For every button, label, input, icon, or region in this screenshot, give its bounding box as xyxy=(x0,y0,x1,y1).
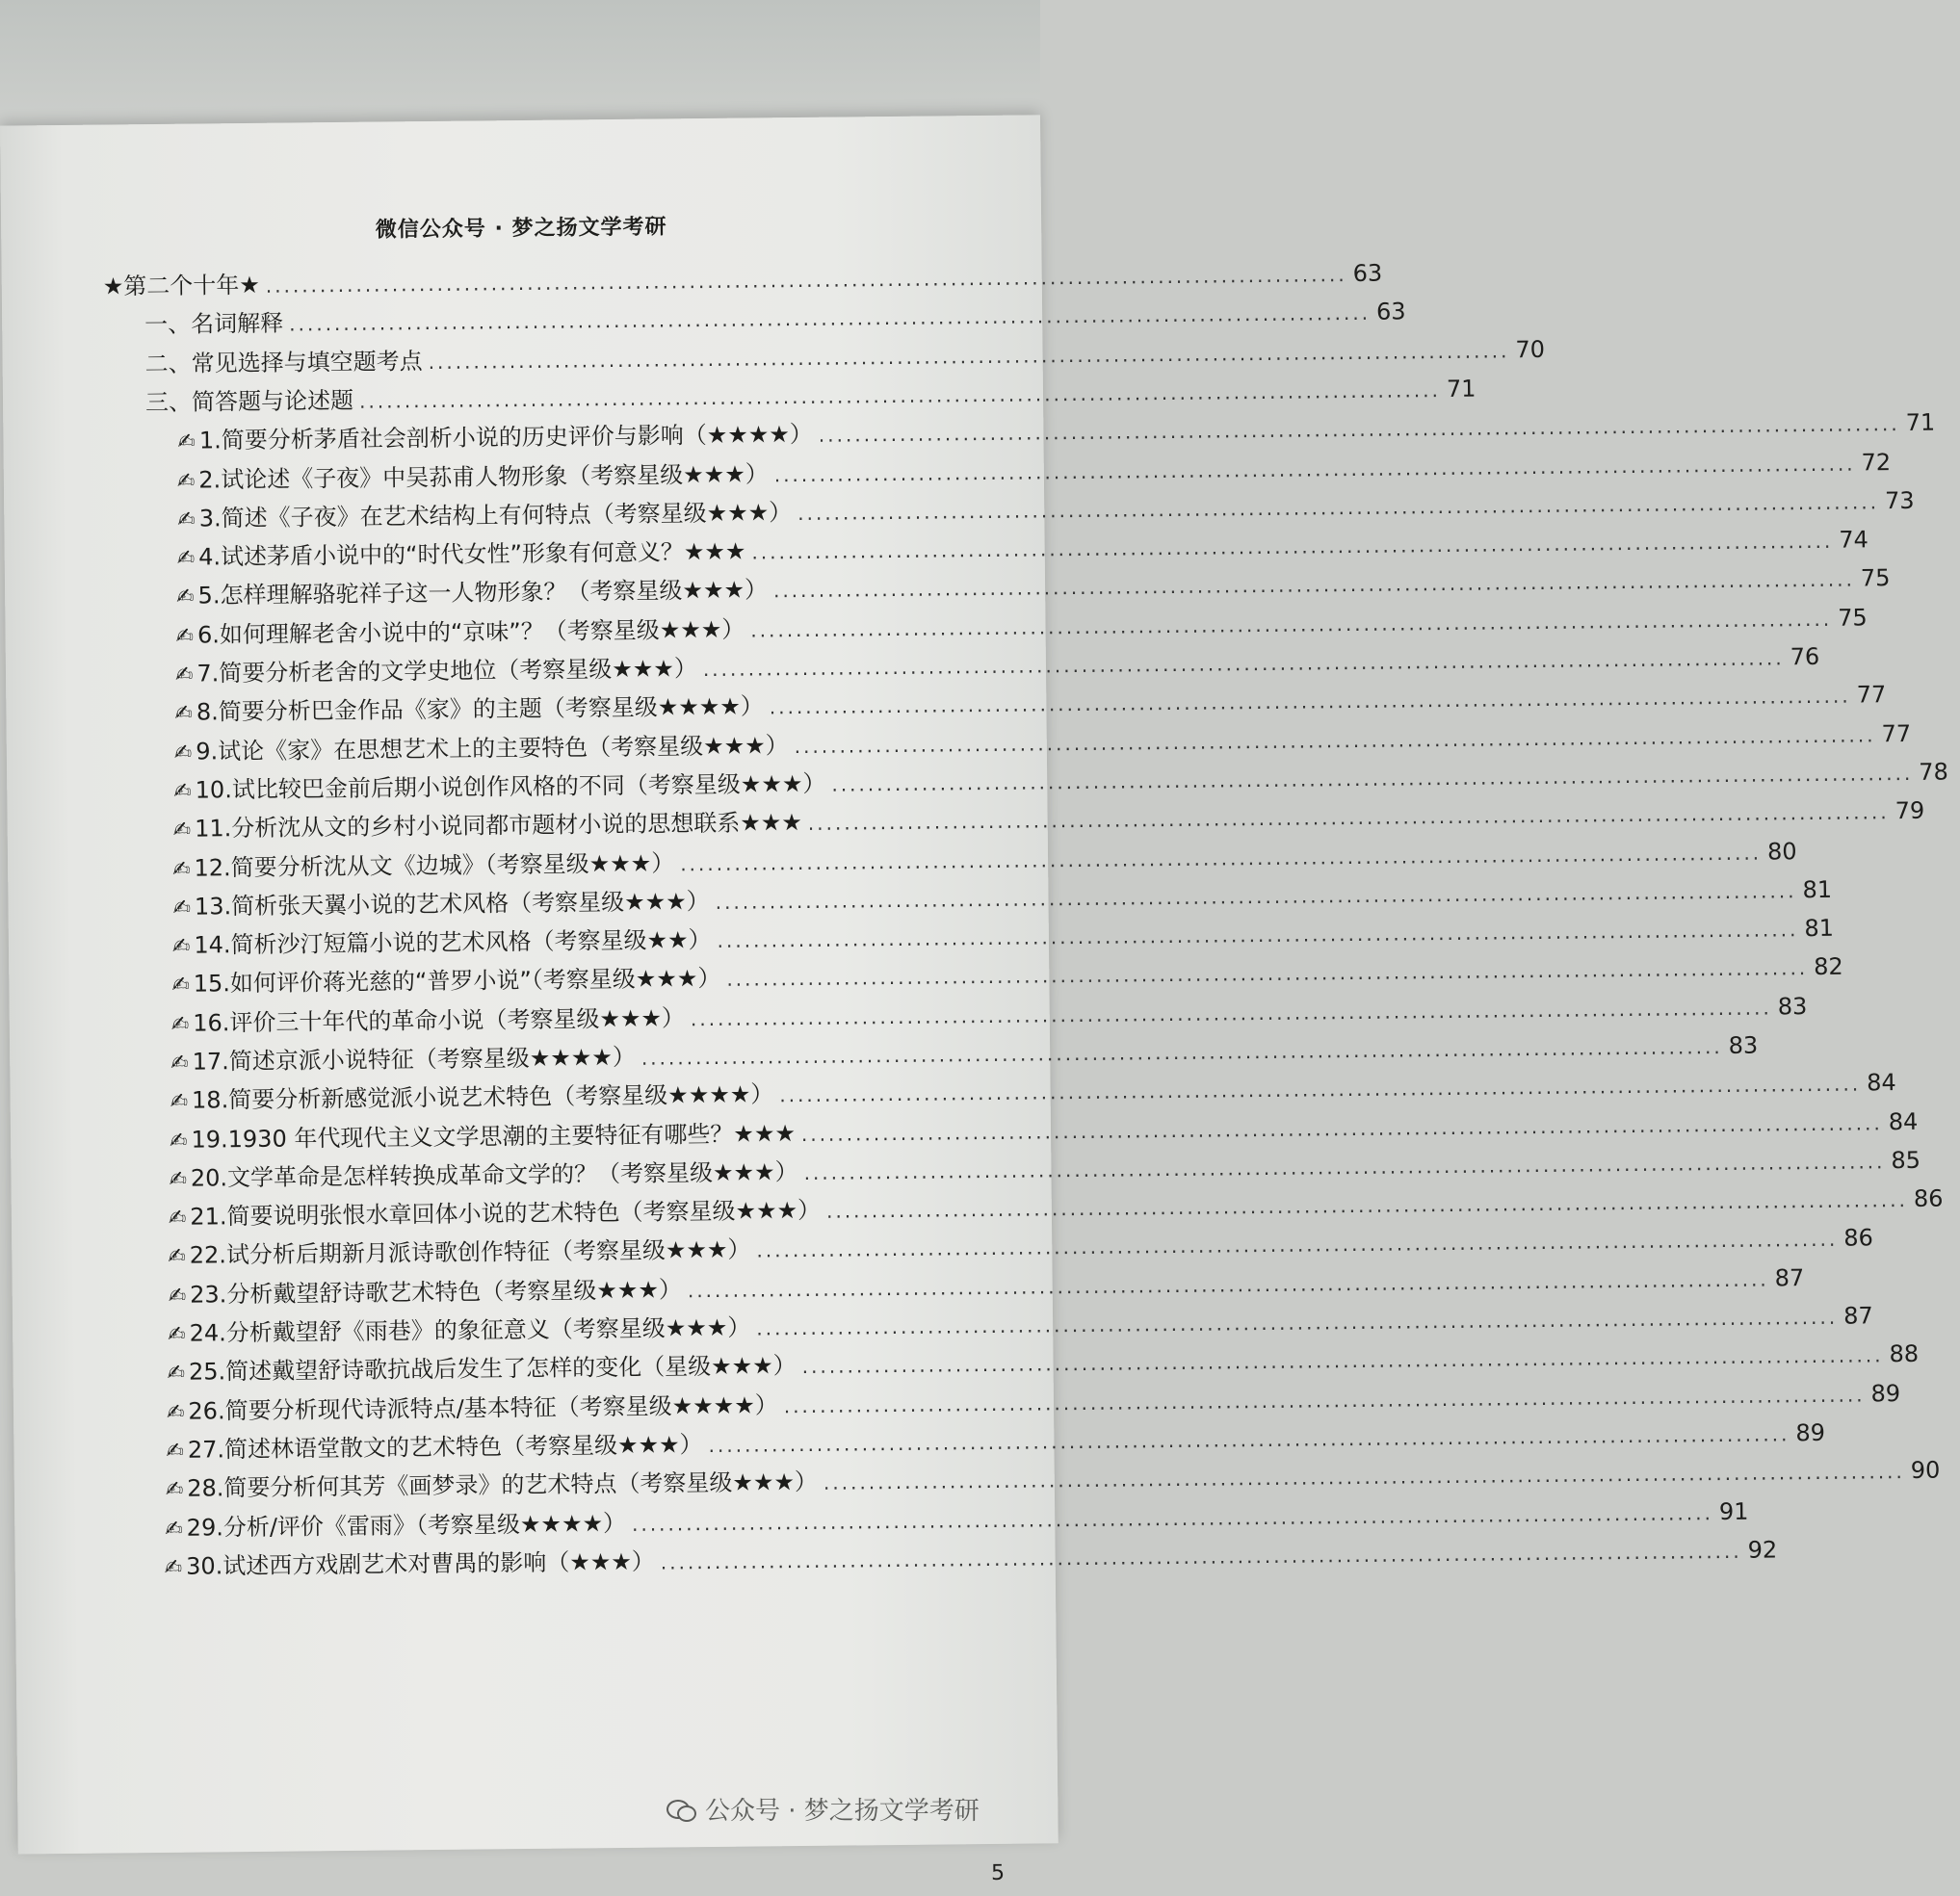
pen-icon: ✍ xyxy=(174,662,194,688)
toc-entry-number: 23. xyxy=(190,1281,227,1309)
dot-leader: ........................................................................................................................ xyxy=(690,996,1772,1031)
pen-icon: ✍ xyxy=(173,779,192,804)
toc-entry-title xyxy=(177,532,746,572)
toc-entry-title xyxy=(168,1309,750,1348)
toc-entry-title xyxy=(144,342,422,378)
toc-entry-title xyxy=(171,959,720,999)
dot-leader: ........................................................................................................................ xyxy=(800,1111,1883,1147)
toc-entry-text: 1930 年代现代主义文学思潮的主要特征有哪些？★★★ xyxy=(227,1120,797,1154)
toc-entry-text: 如何评价蒋光慈的“普罗小说”（考察星级★★★） xyxy=(229,964,721,998)
dot-leader: ........................................................................................................................ xyxy=(708,1422,1790,1458)
watermark-text: 公众号 · 梦之扬文学考研 xyxy=(705,1797,980,1826)
toc-entry-text: 简述《子夜》在艺术结构上有何特点（考察星级★★★） xyxy=(221,499,793,532)
toc-page-number: 84 xyxy=(1888,1107,1919,1136)
pen-icon: ✍ xyxy=(170,1012,190,1037)
toc-page-number: 76 xyxy=(1790,642,1820,671)
toc-page-number: 85 xyxy=(1891,1146,1921,1175)
toc-entry-text: 简述林语堂散文的艺术特色（考察星级★★★） xyxy=(223,1431,703,1464)
toc-entry-title xyxy=(169,1191,821,1232)
toc-page-number: 75 xyxy=(1860,564,1891,592)
dot-leader: ........................................................................................................................ xyxy=(769,684,1851,719)
pen-icon: ✍ xyxy=(170,1051,189,1076)
pen-icon: ✍ xyxy=(176,469,196,494)
dot-leader: ........................................................................................................................ xyxy=(807,800,1890,835)
toc-page-number: 83 xyxy=(1728,1031,1759,1059)
dot-leader: ........................................................................................................................ xyxy=(358,378,1442,413)
toc-entry-text: 分析戴望舒《雨巷》的象征意义（考察星级★★★） xyxy=(225,1313,751,1347)
dot-leader: ........................................................................................................................ xyxy=(818,412,1900,447)
toc-entry-title xyxy=(176,570,768,610)
toc-entry-text: 试分析后期新月派诗歌创作特征（考察星级★★★） xyxy=(225,1235,751,1269)
dot-leader: ........................................................................................................................ xyxy=(773,452,1856,487)
toc-entry-number: 30. xyxy=(185,1552,223,1580)
toc-entry-title xyxy=(177,455,769,494)
toc-entry-number: 7. xyxy=(196,660,220,688)
dot-leader: ........................................................................................................................ xyxy=(660,1539,1742,1574)
toc-page-number: 92 xyxy=(1747,1536,1778,1564)
page-header: 微信公众号 · 梦之扬文学考研 xyxy=(375,215,667,243)
dot-leader: ........................................................................................................................ xyxy=(289,300,1372,336)
dot-leader: ........................................................................................................................ xyxy=(715,879,1797,914)
dot-leader: ........................................................................................................................ xyxy=(750,607,1833,642)
pen-icon: ✍ xyxy=(169,1167,188,1192)
pen-icon: ✍ xyxy=(174,701,194,726)
toc-page-number: 86 xyxy=(1913,1184,1944,1212)
toc-page-number: 78 xyxy=(1919,758,1948,786)
toc-entry-number: 20. xyxy=(190,1164,228,1192)
toc-page-number: 86 xyxy=(1843,1224,1873,1252)
dot-leader: ........................................................................................................................ xyxy=(825,1187,1908,1223)
toc-entry xyxy=(164,1536,1778,1586)
toc-entry-text: 简述戴望舒诗歌抗战后发生了怎样的变化（星级★★★） xyxy=(225,1352,797,1386)
toc-entry-text: 简要分析巴金作品《家》的主题（考察星级★★★★） xyxy=(218,692,764,726)
toc-entry-text: 简要说明张恨水章回体小说的艺术特色（考察星级★★★） xyxy=(226,1196,822,1231)
toc-entry-title xyxy=(174,726,789,766)
toc-page-number: 80 xyxy=(1766,838,1797,866)
toc-entry xyxy=(172,796,1925,848)
pen-icon: ✍ xyxy=(165,1517,183,1542)
toc-entry xyxy=(176,564,1891,614)
toc-page-number: 87 xyxy=(1842,1302,1873,1330)
pen-icon: ✍ xyxy=(168,1244,186,1269)
toc-page-number: 71 xyxy=(1905,408,1936,436)
toc-entry-title xyxy=(170,1114,796,1155)
toc-entry-text: 试论述《子夜》中吴荪甫人物形象（考察星级★★★） xyxy=(221,460,769,494)
pen-icon: ✍ xyxy=(164,1555,183,1580)
toc-entry-text: ★第二个十年★ xyxy=(102,271,260,300)
toc-entry-title xyxy=(170,1038,636,1077)
toc-page-number: 72 xyxy=(1861,449,1892,477)
toc-page-number: 91 xyxy=(1718,1497,1749,1526)
toc-entry-title xyxy=(172,803,801,844)
dot-leader: ........................................................................................................................ xyxy=(680,841,1763,876)
toc-entry-number: 26. xyxy=(188,1397,225,1425)
toc-page-number: 82 xyxy=(1814,952,1843,980)
pen-icon: ✍ xyxy=(175,624,195,649)
toc-page-number: 89 xyxy=(1870,1380,1901,1408)
toc-entry-title xyxy=(170,1075,773,1115)
dot-leader: ........................................................................................................................ xyxy=(823,1460,1905,1494)
pen-icon: ✍ xyxy=(177,507,196,532)
toc-page-number: 63 xyxy=(1352,259,1383,287)
dot-leader: ........................................................................................................................ xyxy=(631,1501,1713,1536)
pen-icon: ✍ xyxy=(173,740,193,766)
toc-entry-title xyxy=(169,1270,682,1310)
toc-entry-title xyxy=(166,1463,818,1503)
pen-icon: ✍ xyxy=(165,1477,184,1502)
toc-page-number: 71 xyxy=(1446,375,1477,403)
dot-leader: ........................................................................................................................ xyxy=(801,1343,1884,1379)
dot-leader: ........................................................................................................................ xyxy=(783,1383,1866,1418)
toc-entry-title xyxy=(103,266,260,301)
dot-leader: ........................................................................................................................ xyxy=(428,339,1510,375)
pen-icon: ✍ xyxy=(172,896,192,921)
toc-entry-title xyxy=(165,1504,626,1543)
pen-icon: ✍ xyxy=(177,429,196,455)
toc-entry-title xyxy=(175,610,745,650)
toc-page-number: 88 xyxy=(1889,1339,1920,1368)
dot-leader: ........................................................................................................................ xyxy=(797,490,1880,526)
toc-entry-text: 简述京派小说特征（考察星级★★★★） xyxy=(228,1043,637,1076)
toc-entry-text: 简要分析茅盾社会剖析小说的历史评价与影响（★★★★） xyxy=(221,420,813,455)
toc-entry-title xyxy=(171,999,685,1038)
toc-entry-title xyxy=(166,1425,702,1465)
pen-icon: ✍ xyxy=(168,1322,186,1347)
pen-icon: ✍ xyxy=(169,1129,188,1154)
toc-entry-number: 27. xyxy=(187,1436,225,1464)
dot-leader: ........................................................................................................................ xyxy=(726,956,1809,991)
toc-entry-number: 16. xyxy=(193,1009,230,1037)
dot-leader: ........................................................................................................................ xyxy=(772,567,1855,603)
toc-entry-text: 评价三十年代的革命小说（考察星级★★★） xyxy=(229,1004,686,1037)
pen-icon: ✍ xyxy=(166,1400,185,1425)
toc-page-number: 81 xyxy=(1804,914,1835,943)
toc-entry-number: 2. xyxy=(198,466,222,494)
toc-entry-title xyxy=(175,649,697,688)
dot-leader: ........................................................................................................................ xyxy=(265,263,1347,298)
toc-entry-number: 8. xyxy=(196,698,219,726)
dot-leader: ........................................................................................................................ xyxy=(779,1072,1862,1107)
toc-entry-title xyxy=(172,921,712,960)
toc-entry-title xyxy=(145,381,353,417)
pen-icon: ✍ xyxy=(171,973,190,998)
toc-entry-text: 文学革命是怎样转换成革命文学的？（考察星级★★★） xyxy=(226,1158,798,1192)
toc-entry xyxy=(171,952,1843,1003)
toc-entry-number: 4. xyxy=(198,543,222,571)
dot-leader: ........................................................................................................................ xyxy=(831,761,1914,796)
toc-entry-text: 简析沙汀短篇小说的艺术风格（考察星级★★） xyxy=(230,925,712,959)
toc-entry-title xyxy=(167,1386,778,1426)
toc-entry xyxy=(174,681,1887,731)
toc-entry-number: 24. xyxy=(189,1319,226,1347)
pen-icon: ✍ xyxy=(168,1284,187,1309)
toc-entry-title xyxy=(169,1153,797,1193)
dot-leader: ........................................................................................................................ xyxy=(756,1305,1839,1340)
toc-entry-text: 分析/评价《雷雨》（考察星级★★★★） xyxy=(222,1509,627,1542)
toc-page-number: 81 xyxy=(1802,875,1833,904)
toc-entry-number: 15. xyxy=(193,970,231,998)
pen-icon: ✍ xyxy=(176,546,196,571)
pen-icon: ✍ xyxy=(170,1089,189,1114)
table-of-contents xyxy=(2,257,1948,1580)
pen-icon: ✍ xyxy=(168,1206,187,1231)
dot-leader: ........................................................................................................................ xyxy=(803,1150,1886,1184)
toc-entry-title xyxy=(144,304,283,340)
toc-page-number: 70 xyxy=(1515,335,1546,364)
dot-leader: ........................................................................................................................ xyxy=(687,1267,1769,1303)
toc-entry-title xyxy=(168,1231,750,1270)
toc-entry-number: 21. xyxy=(190,1203,227,1231)
toc-page-number: 90 xyxy=(1910,1456,1941,1484)
dot-leader: ........................................................................................................................ xyxy=(640,1034,1723,1070)
toc-entry-number: 18. xyxy=(191,1086,229,1114)
pen-icon: ✍ xyxy=(166,1439,185,1464)
toc-entry-number: 12. xyxy=(194,854,231,882)
toc-entry-title xyxy=(173,765,825,805)
toc-entry-number: 25. xyxy=(188,1358,226,1386)
pen-icon: ✍ xyxy=(167,1361,186,1386)
toc-entry-number: 11. xyxy=(194,815,232,843)
toc-entry-number: 10. xyxy=(195,776,233,804)
book-page xyxy=(0,115,1948,1885)
dot-leader: ........................................................................................................................ xyxy=(717,918,1799,952)
toc-entry-number: 1. xyxy=(198,427,222,455)
toc-entry-text: 一、名词解释 xyxy=(144,309,284,339)
toc-entry-number: 9. xyxy=(196,738,219,766)
toc-entry-text: 怎样理解骆驼祥子这一人物形象？（考察星级★★★） xyxy=(220,576,769,610)
pen-icon: ✍ xyxy=(176,584,195,610)
toc-entry xyxy=(177,408,1936,459)
toc-entry-title xyxy=(164,1543,654,1581)
toc-page-number: 63 xyxy=(1375,298,1406,325)
pen-icon: ✍ xyxy=(172,818,192,843)
toc-entry-number: 28. xyxy=(187,1474,224,1502)
toc-entry-text: 分析沈从文的乡村小说同都市题材小说的思想联系★★★ xyxy=(231,808,802,843)
toc-entry-title xyxy=(172,882,709,922)
toc-entry-text: 试论《家》在思想艺术上的主要特色（考察星级★★★） xyxy=(218,732,789,766)
toc-entry-title xyxy=(167,1346,796,1387)
dot-leader: ........................................................................................................................ xyxy=(751,529,1834,564)
toc-entry-text: 试述西方戏剧艺术对曹禺的影响（★★★） xyxy=(222,1547,655,1580)
toc-entry-title xyxy=(177,415,813,455)
toc-page-number: 87 xyxy=(1774,1264,1805,1292)
toc-entry-text: 分析戴望舒诗歌艺术特色（考察星级★★★） xyxy=(226,1276,683,1309)
toc-entry-number: 5. xyxy=(197,582,221,610)
watermark xyxy=(666,1791,980,1827)
toc-entry-number: 14. xyxy=(194,931,231,959)
dot-leader: ........................................................................................................................ xyxy=(702,646,1785,682)
toc-entry-number: 13. xyxy=(194,893,232,921)
toc-page-number: 89 xyxy=(1795,1418,1826,1447)
toc-entry-text: 试述茅盾小说中的“时代女性”形象有何意义？★★★ xyxy=(220,537,746,571)
toc-page-number: 84 xyxy=(1866,1069,1896,1097)
toc-entry-text: 如何理解老舍小说中的“京味”？（考察星级★★★） xyxy=(219,615,745,649)
toc-page-number: 74 xyxy=(1839,526,1869,554)
toc-entry-text: 简析张天翼小说的艺术风格（考察星级★★★） xyxy=(230,887,710,921)
page-number: 5 xyxy=(990,1860,1006,1885)
toc-entry-text: 二、常见选择与填空题考点 xyxy=(144,348,423,378)
toc-entry-text: 三、简答题与论述题 xyxy=(144,386,354,417)
toc-entry-number: 29. xyxy=(186,1514,224,1542)
toc-entry-number: 22. xyxy=(189,1241,227,1269)
toc-entry-text: 简要分析沈从文《边城》（考察星级★★★） xyxy=(230,849,675,882)
toc-entry-text: 试比较巴金前后期小说创作风格的不同（考察星级★★★） xyxy=(231,769,826,804)
toc-page-number: 73 xyxy=(1884,486,1915,515)
toc-entry-number: 3. xyxy=(198,505,222,532)
toc-entry-number: 19. xyxy=(191,1126,228,1154)
toc-page-number: 77 xyxy=(1881,719,1912,748)
wechat-icon xyxy=(666,1798,695,1821)
toc-page-number: 77 xyxy=(1856,681,1887,709)
toc-entry-text: 简要分析现代诗派特点/基本特征（考察星级★★★★） xyxy=(224,1391,778,1425)
toc-page-number: 83 xyxy=(1777,993,1808,1021)
toc-page-number: 75 xyxy=(1837,604,1868,632)
dot-leader: ........................................................................................................................ xyxy=(794,723,1876,759)
toc-entry-title xyxy=(177,493,792,533)
toc-entry-text: 简要分析老舍的文学史地位（考察星级★★★） xyxy=(219,655,698,688)
dot-leader: ........................................................................................................................ xyxy=(756,1227,1839,1262)
toc-entry-text: 简要分析新感觉派小说艺术特色（考察星级★★★★） xyxy=(228,1080,774,1114)
toc-entry-text: 简要分析何其芳《画梦录》的艺术特点（考察星级★★★） xyxy=(223,1467,819,1502)
toc-entry-title xyxy=(174,687,764,726)
toc-entry-number: 6. xyxy=(196,621,221,649)
toc-entry-title xyxy=(172,844,674,882)
pen-icon: ✍ xyxy=(171,857,191,882)
pen-icon: ✍ xyxy=(171,934,191,959)
toc-entry-number: 17. xyxy=(192,1048,229,1076)
toc-page-number: 79 xyxy=(1895,796,1925,825)
